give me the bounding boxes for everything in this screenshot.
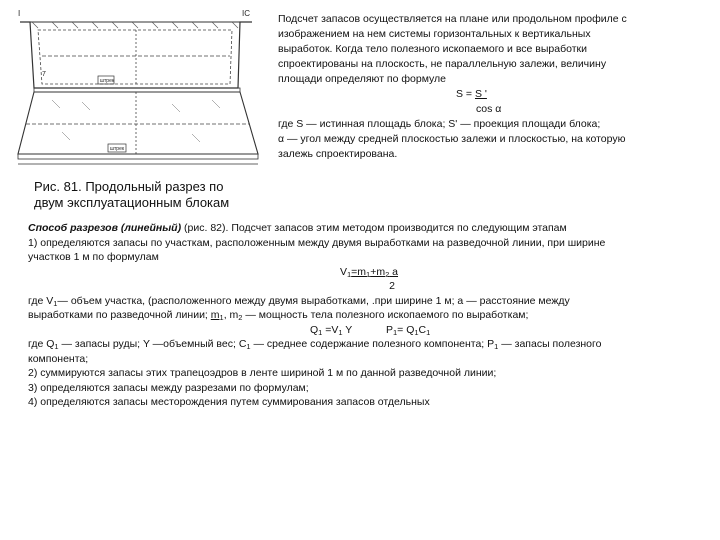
right-line: залежь спроектирована.	[278, 148, 398, 160]
ore-body-upper	[38, 30, 232, 84]
figure-label-adit-lower: штрек	[110, 146, 125, 152]
figure-label-i: I	[18, 9, 21, 18]
ore-body-lower	[18, 92, 258, 154]
formula-numerator: S '	[474, 88, 487, 100]
figure-hatching	[32, 22, 238, 28]
area-formula	[278, 87, 698, 102]
figure-label-7: 7	[42, 71, 46, 78]
area-formula-denominator	[278, 102, 698, 117]
method-rest: (рис. 82). Подсчет запасов этим методом производится по следующим этапам	[181, 222, 567, 234]
volume-formula: $V_1=m_1+m_2$ a	[339, 265, 399, 279]
step2-line: 2) суммируются запасы этих трапецоэдров в ленте шириной 1 м по данной разведочной линии;	[28, 367, 497, 379]
where-q-line2: компонента;	[28, 352, 89, 365]
right-line: где S — истинная площадь блока; S' — проекция площади блока;	[278, 118, 601, 130]
right-line: Подсчет запасов осуществляется на плане или продольном профиле с	[278, 13, 627, 25]
figure-caption	[34, 179, 274, 211]
right-line: α — угол между средней плоскостью залежи и плоскостью, на которую	[278, 133, 626, 145]
method-line	[28, 221, 700, 236]
where-m-line: выработками по разведочной линии; $m_1$, $m_2$ — мощность тела полезного ископаемого по выработкам;	[28, 309, 529, 322]
caption-line-2: двум эксплуатационным блокам	[34, 195, 230, 210]
step4-line: 4) определяются запасы месторождения путем суммирования запасов отдельных	[28, 396, 430, 408]
volume-formula-denominator: 2	[389, 280, 395, 292]
figure-label-adit-upper: штрек	[100, 78, 115, 84]
main-paragraph	[28, 221, 700, 410]
section-figure	[12, 8, 264, 176]
formula-lhs: S =	[456, 88, 475, 100]
step1-line1: 1) определяются запасы по участкам, расположенным между двумя выработками на разведочной линии, при ширине	[28, 236, 606, 249]
right-line: спроектированы на плоскость, не параллельную залежи, величину	[278, 58, 607, 70]
right-line: выработок. Когда тело полезного ископаемого и все выработки	[278, 43, 587, 55]
step3-line: 3) определяются запасы между разрезами по формулам;	[28, 381, 309, 394]
formula-denominator: cos α	[476, 103, 502, 115]
caption-line-1: Рис. 81. Продольный разрез по	[34, 179, 224, 194]
step1-line2: участков 1 м по формулам	[28, 251, 159, 263]
where-q-line: где $Q_1$ — запасы руды; Y —объемный вес; $C_1$ — среднее содержание полезного компонента; $P_1$ — запасы полезного	[28, 338, 602, 351]
right-line: площади определяют по формуле	[278, 73, 447, 85]
right-line: изображением на нем системы горизонтальных к вертикальных	[278, 28, 591, 40]
reserves-formula: $Q_1 =V_1$ Y $P_1= Q_1C_1$	[310, 323, 431, 337]
where-v-line: где $V_1—$ объем участка, (расположенного между двумя выработками, .при ширине 1 м; a — расстояние между	[28, 294, 570, 308]
right-paragraph	[278, 12, 698, 162]
method-title: Способ разрезов (линейный)	[28, 222, 182, 234]
figure-label-ic: IC	[242, 9, 250, 18]
